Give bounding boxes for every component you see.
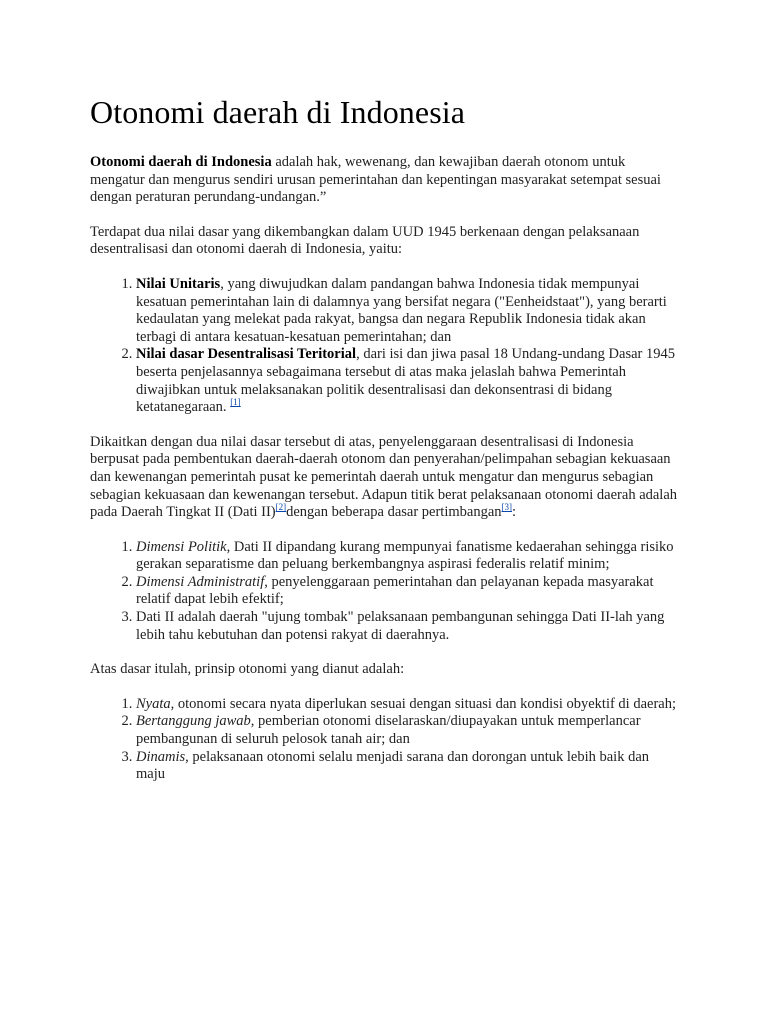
reference-link-2[interactable]: [2]	[275, 502, 287, 513]
list-item-term: Dimensi Administratif	[136, 573, 265, 590]
list-item	[136, 574, 680, 609]
reference-link-1[interactable]: [1]	[230, 397, 241, 408]
paragraph-text: :	[512, 504, 517, 521]
article	[90, 92, 680, 801]
list-item	[136, 609, 680, 644]
list-item-text: , penyelenggaraan pemerintahan dan pelayanan kepada masyarakat relatif dapat lebih efektif;	[136, 573, 654, 608]
autonomy-principles-list	[90, 696, 680, 784]
reference-1	[230, 397, 241, 407]
list-item	[136, 539, 680, 574]
decentralization-paragraph	[90, 434, 680, 522]
list-item-text: Dati II adalah daerah "ujung tombak" pelaksanaan pembangunan sehingga Dati II-lah yang lebih tahu kebutuhan dan potensi rakyat di daerahnya.	[136, 609, 665, 643]
list-item-text: , pelaksanaan otonomi selalu menjadi sarana dan dorongan untuk lebih baik dan maju	[136, 748, 650, 783]
list-item	[136, 713, 680, 748]
list-item-term: Dimensi Politik	[136, 538, 227, 555]
list-item-text: , yang diwujudkan dalam pandangan bahwa Indonesia tidak mempunyai kesatuan pemerintahan lain di dalamnya yang bersifat negara ("Eenheidstaat"), yang berarti kedaulatan yang melekat pada rakyat, bangsa dan negara Republik Indonesia tidak akan terbagi di antara kesatuan-kesatuan pemerintahan; dan	[136, 275, 667, 345]
list-item-text: , otonomi secara nyata diperlukan sesuai dengan situasi dan kondisi obyektif di daerah;	[170, 695, 676, 712]
reference-2	[276, 502, 287, 512]
paragraph-text: Dikaitkan dengan dua nilai dasar tersebut di atas, penyelenggaraan desentralisasi di Indonesia berpusat pada pembentukan daerah-daerah otonom dan penyerahan/pelimpahan sebagian kekuasaan dan kewenangan pemerintah pusat ke pemerintah daerah untuk mengatur dan mengurus sebagian sebagian kekuasaan dan kewenangan tersebut. Adapun titik berat pelaksanaan otonomi daerah adalah pada Daerah Tingkat II (Dati II)	[90, 433, 678, 521]
list-item	[136, 749, 680, 784]
list-item	[136, 276, 680, 346]
intro-text: adalah hak, wewenang, dan kewajiban daerah otonom untuk mengatur dan mengurus sendiri urusan pemerintahan dan kepentingan masyarakat setempat sesuai dengan peraturan perundang-undangan.”	[90, 154, 661, 206]
list-item-term: Dinamis	[136, 748, 186, 765]
list-item-text: , Dati II dipandang kurang mempunyai fanatisme kedaerahan sehingga risiko gerakan separatisme dan peluang berkembangnya aspirasi federalis relatif minim;	[136, 538, 674, 573]
list-item-term: Nilai dasar Desentralisasi Teritorial	[136, 346, 357, 363]
list-item-text: , pemberian otonomi diselaraskan/diupayakan untuk memperlancar pembangunan di seluruh pelosok tanah air; dan	[136, 713, 641, 748]
list-item	[136, 346, 680, 416]
principles-intro-paragraph: Atas dasar itulah, prinsip otonomi yang dianut adalah:	[90, 661, 405, 678]
list-item-term: Nyata	[136, 695, 171, 712]
intro-paragraph	[90, 154, 680, 207]
reference-3	[502, 502, 513, 512]
list-item-term: Nilai Unitaris	[136, 275, 221, 292]
values-intro-paragraph: Terdapat dua nilai dasar yang dikembangkan dalam UUD 1945 berkenaan dengan pelaksanaan desentralisasi dan otonomi daerah di Indonesia, yaitu:	[90, 223, 640, 258]
list-item-text: , dari isi dan jiwa pasal 18 Undang-undang Dasar 1945 beserta penjelasannya sebagaimana tersebut di atas maka jelaslah bahwa Pemerintah diwajibkan untuk melaksanakan politik desentralisasi dan dekonsentrasi di bidang ketatanegaraan.	[136, 346, 675, 416]
page-title: Otonomi daerah di Indonesia	[90, 94, 466, 130]
list-item	[136, 696, 680, 714]
reference-link-3[interactable]: [3]	[501, 502, 513, 513]
considerations-list	[90, 539, 680, 645]
intro-bold-term: Otonomi daerah di Indonesia	[90, 154, 272, 170]
list-item-term: Bertanggung jawab	[136, 713, 251, 730]
paragraph-text: dengan beberapa dasar pertimbangan	[286, 504, 502, 521]
basic-values-list	[90, 276, 680, 417]
